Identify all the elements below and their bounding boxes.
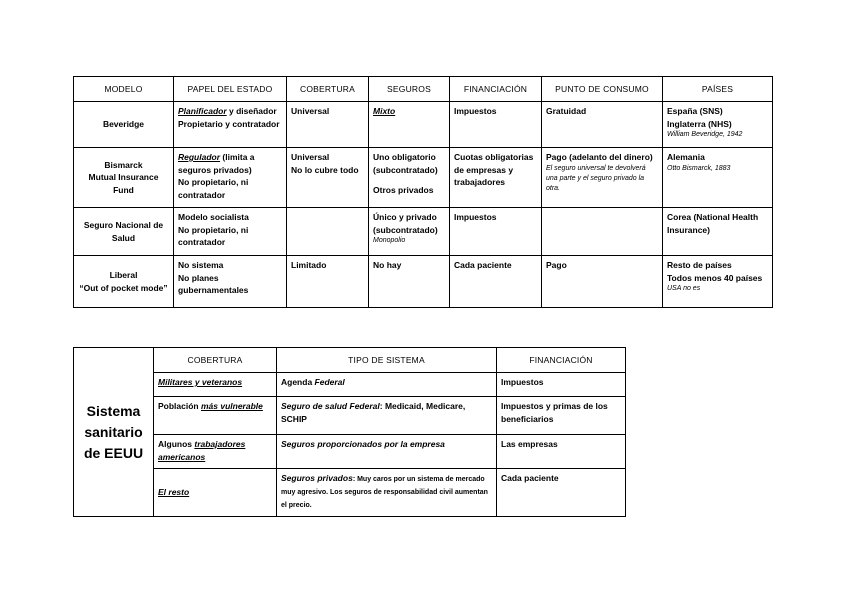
insurance-text: Otros privados [373, 185, 434, 195]
countries-cell [663, 148, 773, 208]
row-liberal [74, 256, 773, 308]
country-note: Otto Bismarck, 1883 [667, 164, 731, 172]
insurance-cell [369, 208, 450, 256]
consumption-cell [542, 148, 663, 208]
coverage-keyword: más vulnerable [200, 401, 263, 411]
country-note: William Beveridge, 1942 [667, 131, 743, 138]
country-text: España (SNS) [667, 106, 723, 116]
row-trabajadores [74, 435, 626, 469]
system-text: : Medicaid, Medicare, SCHIP [281, 401, 466, 424]
financing-text: Impuestos [454, 106, 497, 116]
coverage-cell [287, 256, 369, 308]
model-cell [74, 256, 174, 308]
country-text: Resto de países [667, 260, 732, 270]
row-beveridge [74, 102, 773, 148]
coverage-cell [154, 397, 277, 435]
country-text: Alemania [667, 152, 705, 162]
model-cell [74, 208, 174, 256]
financing-cell [450, 208, 542, 256]
state-role-cell [174, 208, 287, 256]
insurance-note: Monopolio [373, 237, 406, 244]
model-name: Liberal [109, 270, 138, 280]
col-header-punto-consumo: PUNTO DE CONSUMO [542, 77, 663, 102]
state-role-keyword: Planificador [178, 106, 227, 116]
insurance-cell [369, 148, 450, 208]
state-role-line: No sistema [178, 260, 224, 270]
insurance-text: Mixto [373, 106, 396, 116]
col-header-papel-estado: PAPEL DEL ESTADO [174, 77, 287, 102]
col-header-financiacion: FINANCIACIÓN [450, 77, 542, 102]
coverage-cell [287, 208, 369, 256]
system-type-cell [277, 373, 497, 397]
system-keyword: Federal [314, 377, 345, 387]
state-role-line: Modelo socialista [178, 212, 249, 222]
state-role-line: No propietario, ni contratador [178, 224, 249, 247]
financing-cell [497, 435, 626, 469]
financing-text: Las empresas [501, 439, 558, 449]
row-seguro-nacional [74, 208, 773, 256]
col-header-cobertura: COBERTURA [287, 77, 369, 102]
coverage-cell [154, 373, 277, 397]
financing-text: Cada paciente [454, 260, 512, 270]
col-header-paises: PAÍSES [663, 77, 773, 102]
state-role-cell [174, 256, 287, 308]
coverage-cell [287, 148, 369, 208]
coverage-text: Universal [291, 106, 330, 116]
coverage-text: Limitado [291, 260, 327, 270]
system-keyword: Federal [349, 401, 380, 411]
financing-text: Impuestos [501, 377, 544, 387]
system-text: : Muy caros por un sistema de mercado muy agresivo. Los seguros de responsabilidad civil aumentan el precio. [281, 476, 488, 509]
header-row [74, 348, 626, 373]
insurance-cell [369, 102, 450, 148]
system-label-cell [74, 348, 154, 517]
coverage-text: No lo cubre todo [291, 164, 359, 175]
system-type-cell [277, 469, 497, 517]
system-keyword: Seguros privados [281, 473, 353, 483]
state-role-line: Propietario y contratador [178, 118, 280, 129]
consumption-cell [542, 208, 663, 256]
col-header-seguros: SEGUROS [369, 77, 450, 102]
col-header-financiacion: FINANCIACIÓN [497, 348, 626, 373]
coverage-text: Población [158, 401, 201, 411]
system-type-cell [277, 435, 497, 469]
financing-cell [497, 397, 626, 435]
country-text: Inglaterra (NHS) [667, 118, 732, 129]
model-cell [74, 148, 174, 208]
coverage-text: Algunos [158, 439, 195, 449]
financing-cell [497, 469, 626, 517]
state-role-cell [174, 102, 287, 148]
insurance-text: Uno obligatorio (subcontratado) [373, 152, 438, 175]
country-note: USA no es [667, 285, 701, 292]
header-row [74, 77, 773, 102]
model-name: Mutual Insurance [88, 172, 159, 183]
financing-cell [497, 373, 626, 397]
col-header-tipo-sistema: TIPO DE SISTEMA [277, 348, 497, 373]
row-poblacion-vulnerable [74, 397, 626, 435]
countries-cell [663, 208, 773, 256]
coverage-text: Militares y veteranos [158, 377, 243, 387]
coverage-cell [154, 469, 277, 517]
country-text: Corea (National Health Insurance) [667, 212, 759, 235]
row-el-resto [74, 469, 626, 517]
state-role-line: No propietario, ni contratador [178, 177, 249, 200]
countries-cell [663, 102, 773, 148]
model-name: “Out of pocket mode” [79, 282, 168, 293]
coverage-cell [287, 102, 369, 148]
financing-cell [450, 256, 542, 308]
financing-cell [450, 148, 542, 208]
financing-text: Impuestos y primas de los beneficiarios [501, 401, 608, 424]
consumption-text: Pago [546, 260, 567, 270]
coverage-keyword: trabajadores americanos [158, 439, 246, 462]
model-name: Bismarck [104, 159, 143, 170]
row-militares [74, 373, 626, 397]
state-role-text: (limita a seguros privados) [178, 152, 255, 175]
country-text: Todos menos 40 países [667, 272, 763, 283]
consumption-note: El seguro universal te devolverá una parte y el seguro privado la otra. [546, 164, 646, 192]
model-name: Seguro Nacional de Salud [83, 220, 164, 243]
system-text: Seguros proporcionados por la [281, 439, 410, 449]
insurance-text: Único y privado (subcontratado) [373, 212, 438, 235]
financing-text: Impuestos [454, 212, 497, 222]
state-role-line: No planes gubernamentales [178, 272, 249, 295]
countries-cell [663, 256, 773, 308]
consumption-cell [542, 256, 663, 308]
coverage-cell [154, 435, 277, 469]
insurance-cell [369, 256, 450, 308]
coverage-text: El resto [158, 487, 190, 498]
state-role-text: y diseñador [226, 106, 277, 116]
model-name: Fund [113, 184, 134, 195]
row-bismarck [74, 148, 773, 208]
financing-cell [450, 102, 542, 148]
consumption-cell [542, 102, 663, 148]
usa-health-system-table [73, 347, 626, 517]
system-text: Agenda [281, 377, 315, 387]
insurance-text: No hay [373, 260, 402, 270]
model-name: Beveridge [102, 119, 145, 130]
col-header-cobertura: COBERTURA [154, 348, 277, 373]
state-role-keyword: Regulador [178, 152, 221, 162]
system-label: Sistema sanitario de EEUU [83, 402, 144, 461]
model-cell [74, 102, 174, 148]
health-models-table [73, 76, 773, 308]
consumption-text: Pago (adelanto del dinero) [546, 152, 653, 162]
consumption-text: Gratuidad [546, 106, 587, 116]
coverage-text: Universal [291, 152, 330, 162]
system-text: Seguro de salud [281, 401, 350, 411]
financing-text: Cada paciente [501, 473, 559, 483]
system-type-cell [277, 397, 497, 435]
col-header-modelo: MODELO [74, 77, 174, 102]
spacer [373, 176, 445, 184]
financing-text: Cuotas obligatorias de empresas y trabajadores [454, 152, 534, 187]
system-keyword: empresa [409, 439, 445, 449]
state-role-cell [174, 148, 287, 208]
